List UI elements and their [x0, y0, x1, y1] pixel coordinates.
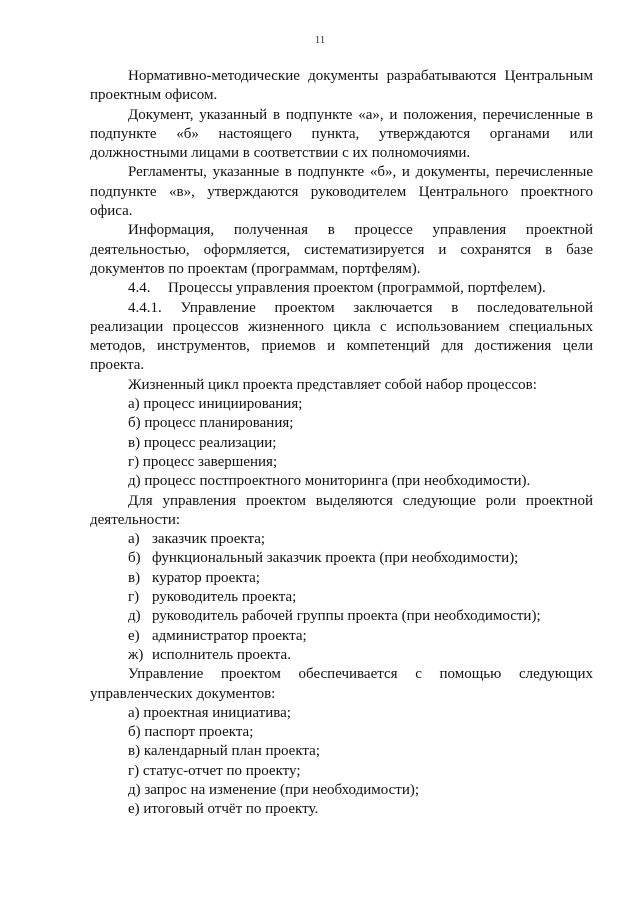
list-item: е) итоговый отчёт по проекту.	[128, 801, 319, 818]
section-number: 4.4.	[128, 280, 151, 297]
list-item: а) процесс инициирования;	[128, 396, 303, 413]
paragraph: Нормативно-методические документы разрабатываются Центральным проектным офисом.	[90, 68, 593, 104]
subsection-number: 4.4.1.	[128, 299, 162, 316]
list-marker: д)	[128, 608, 141, 625]
list-item	[90, 588, 593, 607]
list-item: в) календарный план проекта;	[128, 743, 320, 760]
list-text: заказчик проекта;	[152, 531, 266, 548]
list-item: б) процесс планирования;	[128, 415, 294, 432]
list-marker: г)	[128, 589, 140, 606]
list-item: г) статус-отчет по проекту;	[128, 762, 301, 779]
list-item	[90, 530, 593, 549]
list-item: г) процесс завершения;	[128, 453, 278, 470]
list-item: в) процесс реализации;	[128, 434, 277, 451]
list-marker: б)	[128, 550, 141, 567]
list-text: руководитель рабочей группы проекта (при необходимости);	[152, 608, 541, 625]
paragraph: Документ, указанный в подпункте «а», и положения, перечисленные в подпункте «б» настоящего пункта, утверждаются органами или должностными лицами в соответствии с их полномочиями.	[90, 106, 593, 162]
list-item: д) запрос на изменение (при необходимости);	[128, 781, 420, 798]
list-item: а) проектная инициатива;	[128, 704, 291, 721]
paragraph: Для управления проектом выделяются следующие роли проектной деятельности:	[90, 492, 593, 528]
subsection-text: Управление проектом заключается в последовательной реализации процессов жизненного цикла с использованием специальных методов, инструментов, приемов и компетенций для достижения цели проекта.	[90, 299, 593, 374]
roles-list	[90, 530, 593, 665]
paragraph: Управление проектом обеспечивается с помощью следующих управленческих документов:	[90, 666, 593, 702]
list-item: б) паспорт проекта;	[128, 724, 254, 741]
paragraph: Информация, полученная в процессе управления проектной деятельностью, оформляется, систематизируется и сохранятся в базе документов по проектам (программам, портфелям).	[90, 222, 593, 277]
list-item	[90, 607, 593, 626]
list-marker: а)	[128, 531, 140, 548]
list-text: куратор проекта;	[152, 569, 260, 586]
list-text: руководитель проекта;	[152, 589, 297, 606]
list-text: администратор проекта;	[152, 627, 307, 644]
list-text: функциональный заказчик проекта (при необходимости);	[152, 550, 519, 567]
lifecycle-list	[90, 395, 593, 491]
paragraph: Жизненный цикл проекта представляет собой набор процессов:	[128, 376, 537, 393]
list-item	[90, 627, 593, 646]
list-item	[90, 549, 593, 568]
list-marker: в)	[128, 569, 141, 586]
section-title: Процессы управления проектом (программой, портфелем).	[168, 280, 546, 297]
document-body	[90, 67, 593, 820]
list-item: д) процесс постпроектного мониторинга (при необходимости).	[128, 473, 531, 490]
paragraph: Регламенты, указанные в подпункте «б», и документы, перечисленные подпункте «в», утверждаются руководителем Центрального проектного офиса.	[90, 164, 593, 220]
documents-list	[90, 704, 593, 820]
list-marker: е)	[128, 627, 140, 644]
list-item	[90, 646, 593, 665]
section-heading	[90, 279, 593, 298]
list-text: исполнитель проекта.	[152, 646, 291, 663]
list-marker: ж)	[128, 646, 144, 663]
list-item	[90, 569, 593, 588]
page-number: 11	[314, 34, 326, 46]
subsection-paragraph	[90, 299, 593, 376]
